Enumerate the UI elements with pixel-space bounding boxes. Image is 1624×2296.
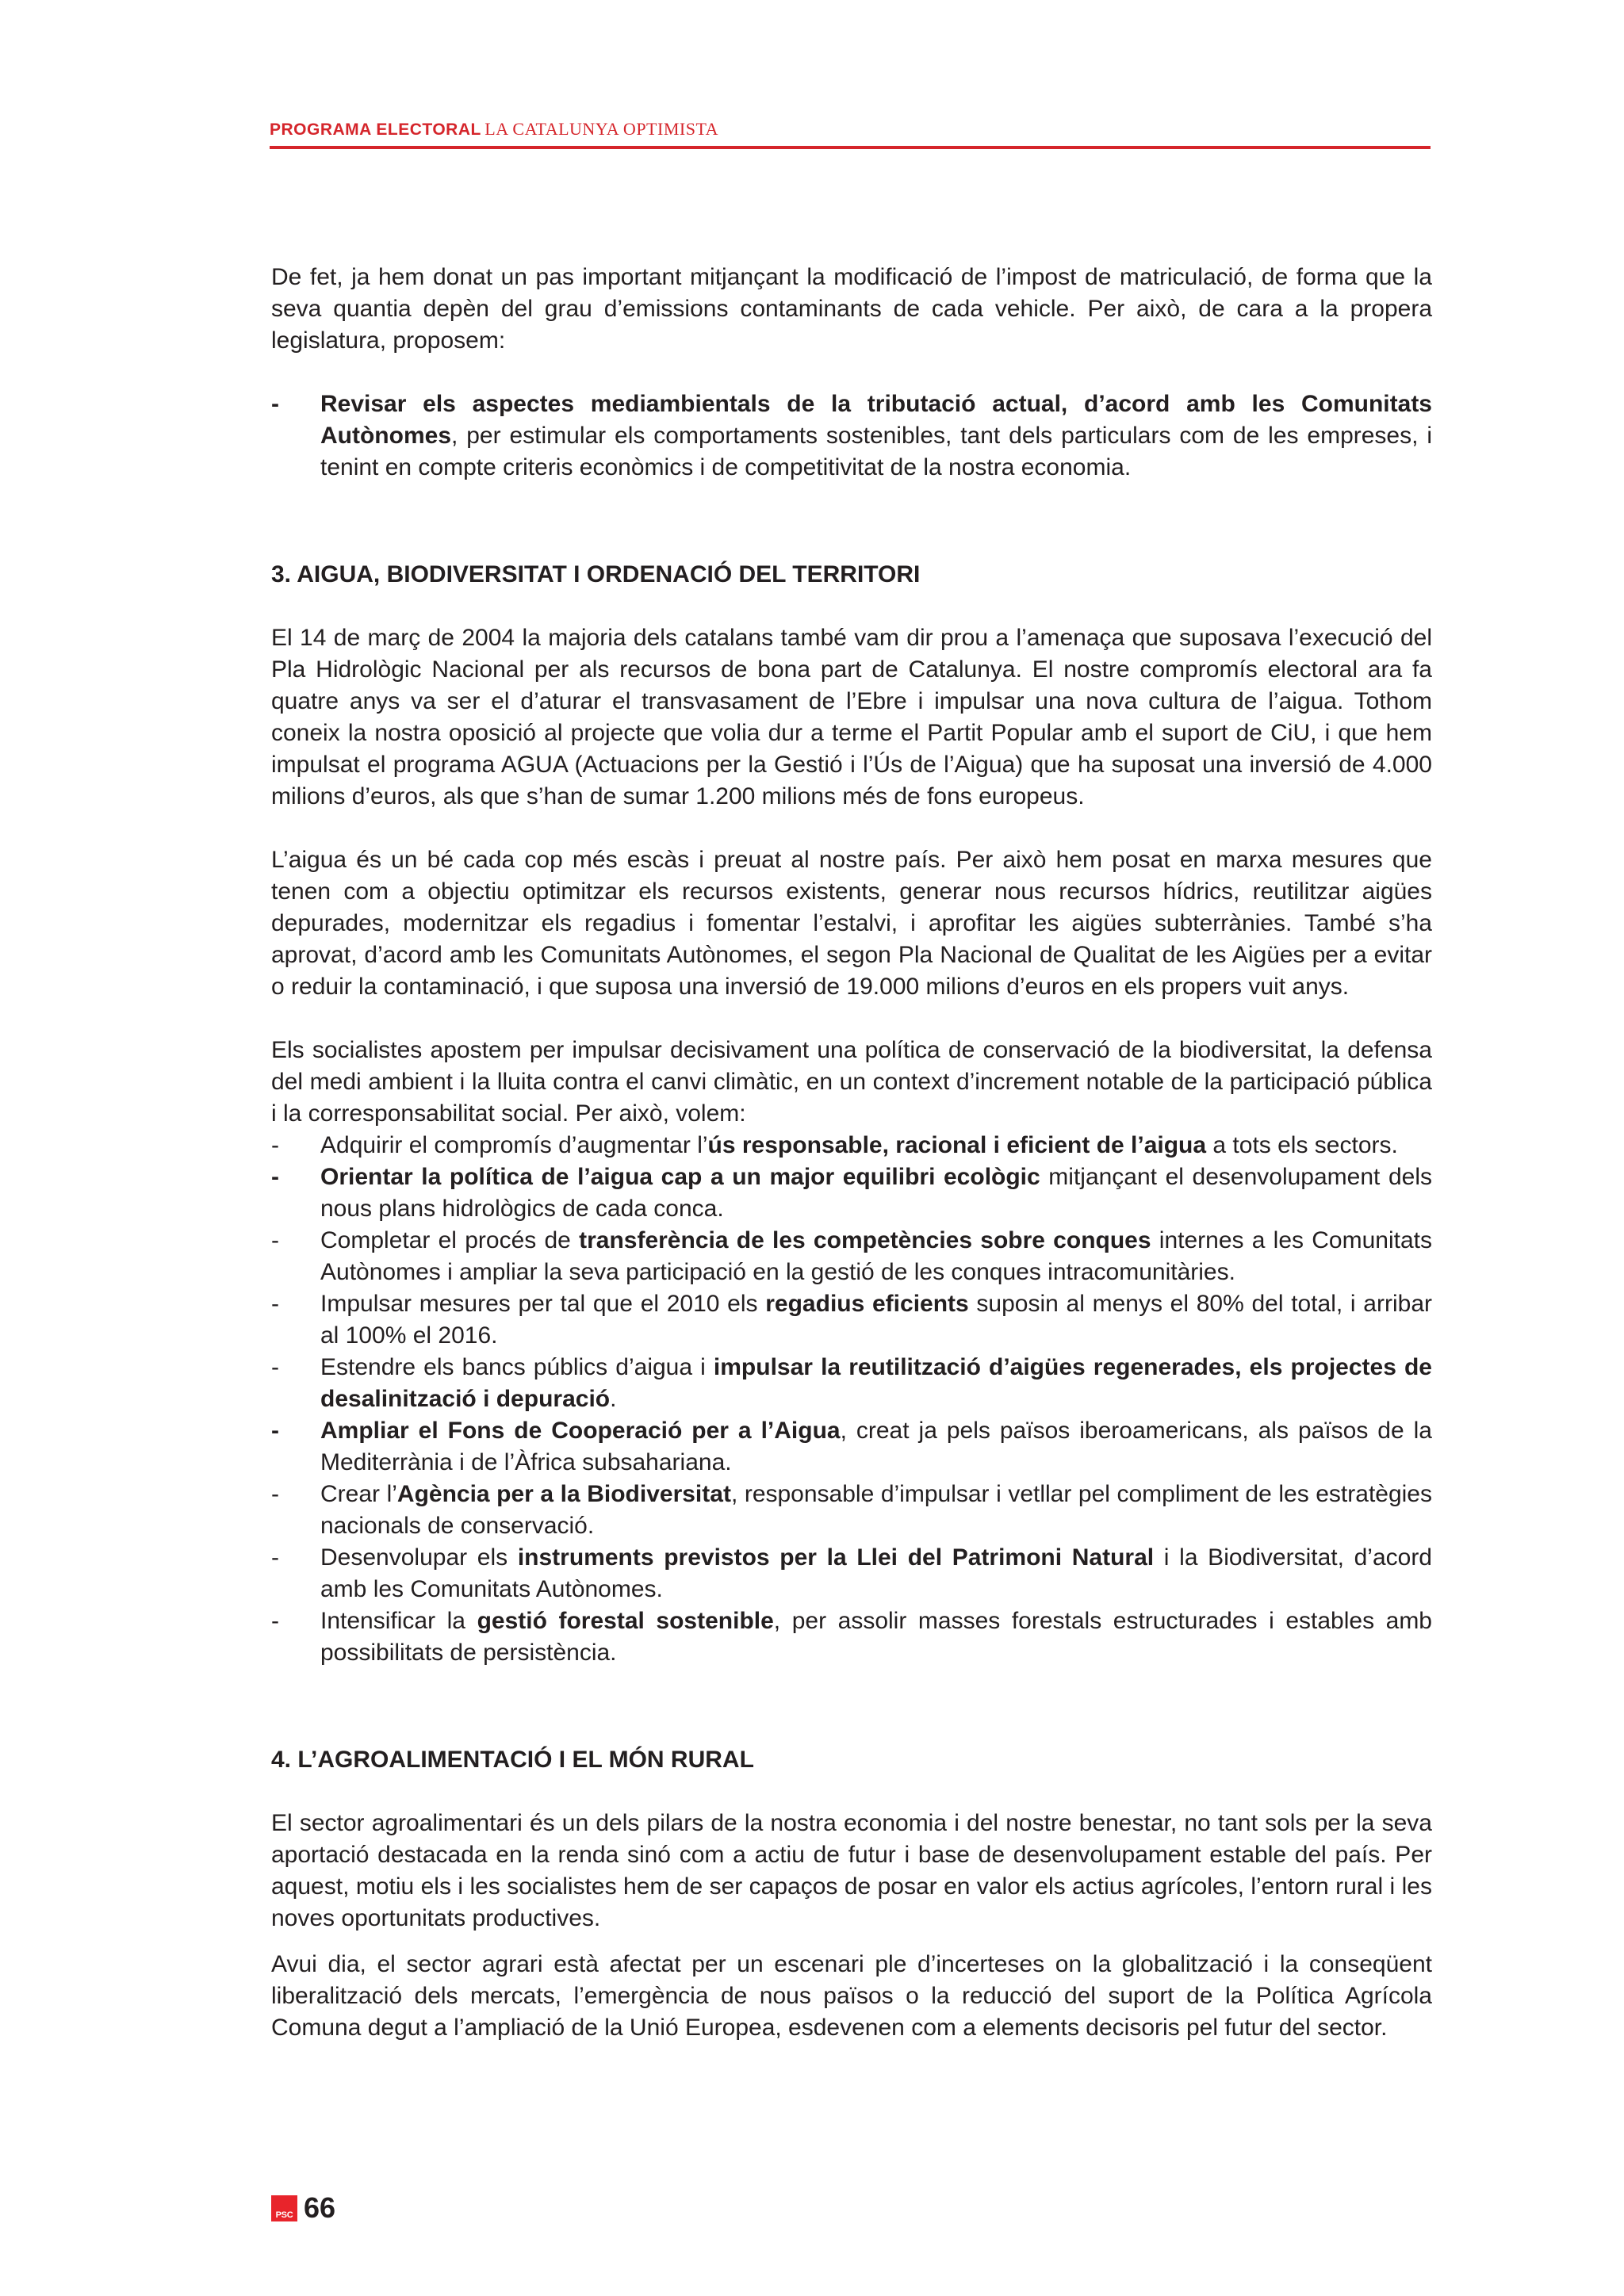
list-item [271,1288,1432,1352]
intro-paragraph: De fet, ja hem donat un pas important mitjançant la modificació de l’impost de matriculació, de forma que la seva quantia depèn del grau d’emissions contaminants de cada vehicle. Per això, de cara a la propera legislatura, proposem: [271,264,1432,354]
bullet-bold-text: impulsar la reutilització d’aigües regenerades, els projectes de desalinització i depuració [320,1354,1432,1412]
bullet-text: , per estimular els comportaments sostenibles, tant dels particulars com de les empreses, i tenint en compte criteris econòmics i de competitivitat de la nostra economia. [320,423,1432,480]
section-3-heading: 3. AIGUA, BIODIVERSITAT I ORDENACIÓ DEL TERRITORI [271,561,921,587]
bullet-dash: - [271,1354,279,1380]
logo-text: PSC [275,2210,293,2220]
list-item [271,1225,1432,1288]
bullet-text-lead: Desenvolupar els [320,1544,518,1571]
intro-bullet-list [271,388,1432,484]
header-program-label: PROGRAMA ELECTORAL [270,121,481,139]
bullet-dash: - [271,1418,279,1444]
bullet-text: i la Biodiversitat, d’acord amb les Comunitats Autònomes. [320,1544,1432,1602]
bullet-text: , per assolir masses forestals estructurades i estables amb possibilitats de persistència. [320,1608,1432,1666]
list-item [271,388,1432,484]
page-number: 66 [304,2191,336,2224]
list-item [271,1161,1432,1225]
bullet-bold-text: regadius eficients [765,1291,969,1317]
bullet-bold-text: gestió forestal sostenible [477,1608,774,1634]
bullet-text: suposin al menys el 80% del total, i arribar al 100% el 2016. [320,1291,1432,1349]
list-item [271,1352,1432,1415]
page-body [271,262,1432,2044]
bullet-dash: - [271,391,279,417]
bullet-bold-text: Ampliar el Fons de Cooperació per a l’Aigua [320,1418,841,1444]
bullet-bold-text: Agència per a la Biodiversitat [396,1481,731,1507]
section-3-paragraph-1: El 14 de març de 2004 la majoria dels catalans també vam dir prou a l’amenaça que suposava l’execució del Pla Hidrològic Nacional per als recursos de bona part de Catalunya. El nostre compromís electoral ara fa quatre anys va ser el d’aturar el transvasament de l’Ebre i impulsar una nova cultura de l’aigua. Tothom coneix la nostra oposició al projecte que volia dur a terme el Partit Popular amb el suport de CiU, i que hem impulsat el programa AGUA (Actuacions per la Gestió i l’Ús de l’Aigua) que ha suposat una inversió de 4.000 milions d’euros, als que s’han de sumar 1.200 milions més de fons europeus. [271,625,1432,809]
bullet-bold-text: transferència de les competències sobre conques [579,1227,1151,1253]
section-3-bullet-list [271,1130,1432,1669]
bullet-dash: - [271,1227,279,1253]
bullet-dash: - [271,1132,279,1158]
list-item [271,1479,1432,1542]
list-item [271,1542,1432,1605]
section-4-paragraph-2: Avui dia, el sector agrari està afectat per un escenari ple d’incerteses on la globalització i la conseqüent liberalització dels mercats, l’emergència de nous països o la reducció del suport de la Política Agrícola Comuna degut a l’ampliació de la Unió Europea, esdevenen com a elements decisoris pel futur del sector. [271,1951,1432,2041]
running-header [270,119,1431,149]
bullet-text: , creat ja pels països iberoamericans, als països de la Mediterrània i de l’Àfrica subsahariana. [320,1418,1432,1475]
section-3-paragraph-2: L’aigua és un bé cada cop més escàs i preuat al nostre país. Per això hem posat en marxa mesures que tenen com a objectiu optimitzar els recursos existents, generar nous recursos hídrics, reutilitzar aigües depurades, modernitzar els regadius i fomentar l’estalvi, i aprofitar les aigües subterrànies. També s’ha aprovat, d’acord amb les Comunitats Autònomes, el segon Pla Nacional de Qualitat de les Aigües per a evitar o reduir la contaminació, i que suposa una inversió de 19.000 milions d’euros en els propers vuit anys. [271,847,1432,1000]
bullet-bold-text: instruments previstos per la Llei del Patrimoni Natural [517,1544,1155,1571]
bullet-dash: - [271,1608,279,1634]
list-item [271,1605,1432,1669]
bullet-bold-text: Orientar la política de l’aigua cap a un major equilibri ecològic [320,1164,1040,1190]
bullet-text: . [610,1386,617,1412]
bullet-text-lead: Adquirir el compromís d’augmentar l’ [320,1132,708,1158]
psc-logo-icon [271,2195,297,2221]
bullet-bold-text: ús responsable, racional i eficient de l’aigua [707,1132,1207,1158]
bullet-text-lead: Impulsar mesures per tal que el 2010 els [320,1291,766,1317]
bullet-text: internes a les Comunitats Autònomes i ampliar la seva participació en la gestió de les conques intracomunitàries. [320,1227,1432,1285]
bullet-text-lead: Estendre els bancs públics d’aigua i [320,1354,714,1380]
section-4-heading: 4. L’AGROALIMENTACIÓ I EL MÓN RURAL [271,1747,754,1773]
section-3-paragraph-3: Els socialistes apostem per impulsar decisivament una política de conservació de la biodiversitat, la defensa del medi ambient i la lluita contra el canvi climàtic, en un context d’increment notable de la participació pública i la corresponsabilitat social. Per això, volem: [271,1037,1432,1127]
bullet-dash: - [271,1544,279,1571]
bullet-dash: - [271,1481,279,1507]
bullet-text-lead: Crear l’ [320,1481,397,1507]
bullet-text: , responsable d’impulsar i vetllar pel compliment de les estratègies nacionals de conservació. [320,1481,1432,1539]
bullet-text: a tots els sectors. [1206,1132,1398,1158]
list-item [271,1130,1432,1161]
section-4-paragraph-1: El sector agroalimentari és un dels pilars de la nostra economia i del nostre benestar, no tant sols per la seva aportació destacada en la renda sinó com a actiu de futur i base de desenvolupament estable del país. Per aquest, motiu els i les socialistes hem de ser capaços de posar en valor els actius agrícoles, l’entorn rural i les noves oportunitats productives. [271,1810,1432,1931]
bullet-text-lead: Completar el procés de [320,1227,580,1253]
bullet-text-lead: Intensificar la [320,1608,477,1634]
bullet-text: mitjançant el desenvolupament dels nous plans hidrològics de cada conca. [320,1164,1432,1222]
bullet-dash: - [271,1291,279,1317]
header-program-title: LA CATALUNYA OPTIMISTA [485,119,719,139]
list-item [271,1415,1432,1479]
page-footer [271,2191,335,2225]
bullet-dash: - [271,1164,279,1190]
bullet-bold-text: Revisar els aspectes mediambientals de la tributació actual, d’acord amb les Comunitats Autònomes [320,391,1432,449]
